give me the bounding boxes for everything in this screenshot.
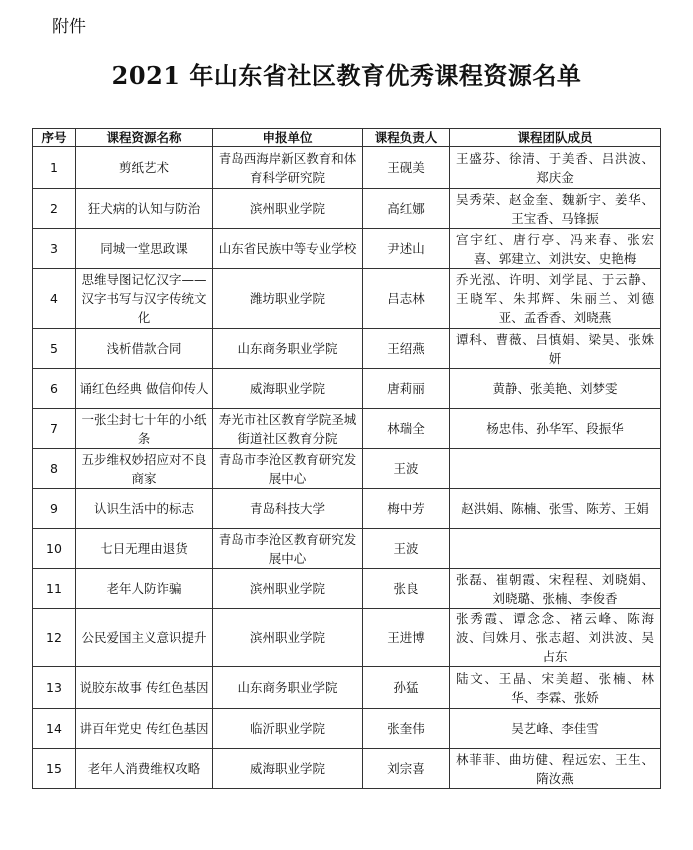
cell-no: 13 [33, 667, 76, 709]
cell-lead: 孙猛 [363, 667, 450, 709]
cell-members: 张磊、崔朝霞、宋程程、刘晓娟、刘晓璐、张楠、李俊香 [450, 569, 661, 609]
cell-members: 吴艺峰、李佳雪 [450, 709, 661, 749]
table-header-row [33, 129, 661, 147]
cell-lead: 梅中芳 [363, 489, 450, 529]
attachment-label: 附件 [52, 17, 86, 37]
cell-no: 14 [33, 709, 76, 749]
cell-unit: 山东省民族中等专业学校 [213, 229, 363, 269]
cell-unit: 寿光市社区教育学院圣城街道社区教育分院 [213, 409, 363, 449]
cell-lead: 唐莉丽 [363, 369, 450, 409]
cell-members: 吴秀荣、赵金奎、魏新宇、姜华、王宝香、马锋振 [450, 189, 661, 229]
cell-course-name: 浅析借款合同 [76, 329, 213, 369]
cell-lead: 王波 [363, 449, 450, 489]
table-row [33, 329, 661, 369]
cell-members [450, 529, 661, 569]
cell-no: 11 [33, 569, 76, 609]
cell-course-name: 狂犬病的认知与防治 [76, 189, 213, 229]
course-resource-table [32, 128, 661, 789]
cell-no: 8 [33, 449, 76, 489]
cell-no: 6 [33, 369, 76, 409]
cell-course-name: 剪纸艺术 [76, 147, 213, 189]
header-course-name: 课程资源名称 [76, 129, 213, 147]
cell-members: 陆文、王晶、宋美超、张楠、林华、李霖、张娇 [450, 667, 661, 709]
cell-members: 谭科、曹薇、吕慎娟、梁昊、张姝妍 [450, 329, 661, 369]
table-row [33, 667, 661, 709]
cell-unit: 滨州职业学院 [213, 609, 363, 667]
cell-unit: 滨州职业学院 [213, 189, 363, 229]
header-no: 序号 [33, 129, 76, 147]
cell-course-name: 同城一堂思政课 [76, 229, 213, 269]
cell-unit: 山东商务职业学院 [213, 667, 363, 709]
cell-members: 林菲菲、曲坊健、程远宏、王生、隋汝燕 [450, 749, 661, 789]
cell-no: 10 [33, 529, 76, 569]
table-row [33, 189, 661, 229]
table-row [33, 569, 661, 609]
cell-no: 9 [33, 489, 76, 529]
cell-course-name: 五步维权妙招应对不良商家 [76, 449, 213, 489]
cell-members: 黄静、张美艳、刘梦雯 [450, 369, 661, 409]
cell-lead: 刘宗喜 [363, 749, 450, 789]
header-unit: 申报单位 [213, 129, 363, 147]
cell-unit: 山东商务职业学院 [213, 329, 363, 369]
table-body [33, 147, 661, 789]
cell-course-name: 公民爱国主义意识提升 [76, 609, 213, 667]
cell-lead: 高红娜 [363, 189, 450, 229]
cell-lead: 王波 [363, 529, 450, 569]
cell-lead: 王绍燕 [363, 329, 450, 369]
cell-course-name: 说胶东故事 传红色基因 [76, 667, 213, 709]
cell-members [450, 449, 661, 489]
table-row [33, 147, 661, 189]
cell-lead: 吕志林 [363, 269, 450, 329]
cell-lead: 王砚美 [363, 147, 450, 189]
cell-unit: 青岛西海岸新区教育和体育科学研究院 [213, 147, 363, 189]
table-row [33, 409, 661, 449]
cell-no: 4 [33, 269, 76, 329]
cell-unit: 青岛科技大学 [213, 489, 363, 529]
cell-course-name: 老年人消费维权攻略 [76, 749, 213, 789]
cell-course-name: 老年人防诈骗 [76, 569, 213, 609]
table-row [33, 749, 661, 789]
cell-no: 15 [33, 749, 76, 789]
cell-unit: 临沂职业学院 [213, 709, 363, 749]
cell-members: 王盛芬、徐清、于美香、吕洪波、郑庆金 [450, 147, 661, 189]
document-title: 2021 年山东省社区教育优秀课程资源名单 [111, 61, 582, 90]
cell-unit: 青岛市李沧区教育研究发展中心 [213, 529, 363, 569]
cell-lead: 林瑞全 [363, 409, 450, 449]
cell-no: 2 [33, 189, 76, 229]
cell-course-name: 诵红色经典 做信仰传人 [76, 369, 213, 409]
cell-no: 5 [33, 329, 76, 369]
cell-no: 1 [33, 147, 76, 189]
cell-lead: 王进博 [363, 609, 450, 667]
table-row [33, 529, 661, 569]
cell-members: 赵洪娟、陈楠、张雪、陈芳、王娟 [450, 489, 661, 529]
cell-course-name: 讲百年党史 传红色基因 [76, 709, 213, 749]
table-row [33, 489, 661, 529]
cell-unit: 青岛市李沧区教育研究发展中心 [213, 449, 363, 489]
cell-members: 张秀霞、谭念念、褚云峰、陈海波、闫姝月、张志超、刘洪波、吴占东 [450, 609, 661, 667]
cell-lead: 张良 [363, 569, 450, 609]
table-row [33, 229, 661, 269]
cell-unit: 潍坊职业学院 [213, 269, 363, 329]
cell-unit: 威海职业学院 [213, 369, 363, 409]
header-lead: 课程负责人 [363, 129, 450, 147]
cell-members: 宫宇红、唐行亭、冯来春、张宏喜、郭建立、刘洪安、史艳梅 [450, 229, 661, 269]
table-row [33, 449, 661, 489]
table-row [33, 269, 661, 329]
header-members: 课程团队成员 [450, 129, 661, 147]
cell-no: 12 [33, 609, 76, 667]
table-row [33, 369, 661, 409]
cell-unit: 威海职业学院 [213, 749, 363, 789]
cell-lead: 尹述山 [363, 229, 450, 269]
cell-course-name: 认识生活中的标志 [76, 489, 213, 529]
cell-course-name: 七日无理由退货 [76, 529, 213, 569]
cell-members: 杨忠伟、孙华军、段振华 [450, 409, 661, 449]
cell-course-name: 一张尘封七十年的小纸条 [76, 409, 213, 449]
table-row [33, 609, 661, 667]
cell-no: 3 [33, 229, 76, 269]
cell-unit: 滨州职业学院 [213, 569, 363, 609]
cell-members: 乔光泓、许明、刘学昆、于云静、王晓军、朱邦辉、朱丽兰、刘德亚、孟香香、刘晓燕 [450, 269, 661, 329]
cell-course-name: 思维导图记忆汉字——汉字书写与汉字传统文化 [76, 269, 213, 329]
cell-no: 7 [33, 409, 76, 449]
cell-lead: 张奎伟 [363, 709, 450, 749]
table-row [33, 709, 661, 749]
